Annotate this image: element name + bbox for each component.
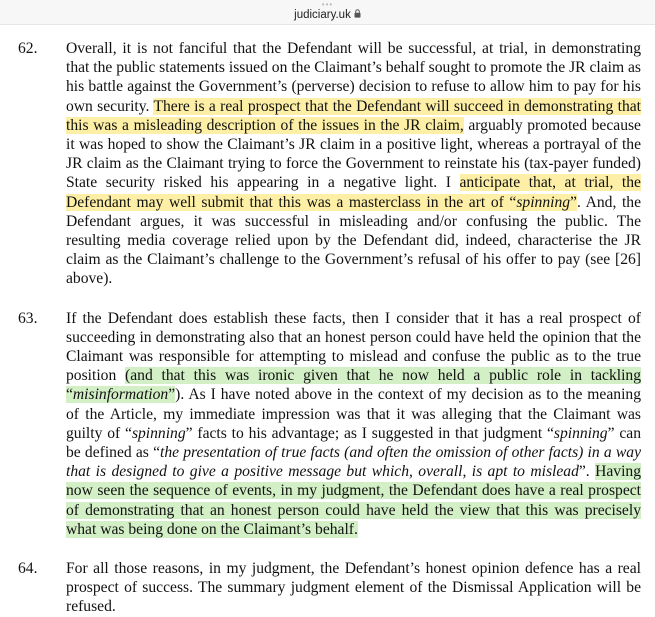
paragraph-63 — [18, 309, 641, 539]
paragraph-text — [66, 559, 641, 617]
paragraph-64 — [18, 559, 641, 617]
text-segment: ”. — [578, 463, 596, 481]
highlighted-text: misinformation — [72, 386, 169, 404]
text-segment: If the Defendant does establish these facts, then I consider that it has a real prospect of succeeding in demonstrating also that an honest person could have held the opinion that the Claimant was responsible for attempting to mislead and confuse the public as to the true position — [66, 309, 641, 385]
paragraph-number: 62. — [18, 40, 38, 57]
highlighted-text: There is a real prospect that the Defendant will succeed in demonstrating that this was a misleading description of the issues in the JR claim, — [66, 97, 641, 134]
highlighted-text: Having now seen the sequence of events, in my judgment, the Defendant does have a real prospect of demonstrating that an honest person could have held the view that this was precisely what was being done on the Claimant’s behalf. — [66, 463, 642, 538]
lock-icon — [354, 9, 361, 22]
paragraph-number: 64. — [18, 560, 38, 578]
judgment-document — [0, 25, 655, 617]
text-segment: arguably promoted because it was hoped to show the Claimant’s JR claim in a positive light, whereas a portrayal of the JR claim as the Claimant trying to force the Government to reinstate his (tax-payer funded) State security risked his appearing in a negative light. I — [66, 116, 641, 192]
paragraph-62 — [18, 39, 641, 289]
highlighted-text: anticipate that, at trial, the Defendant may well submit that this was a masterclass in the art of “ — [66, 174, 641, 211]
tab-overview-dots[interactable]: ••• — [321, 0, 334, 9]
text-segment: Overall, it is not fanciful that the Defendant will be successful, at trial, in demonstrating that the public statements issued on the Claimant’s behalf sought to promote the JR claim as his battle against the Government’s (perverse) decision to refuse to allow him to pay for his own security. — [66, 40, 641, 115]
highlighted-text: (and that this was ironic given that he now held a public role in tackling “ — [66, 367, 641, 404]
text-segment: ” can be defined as “ — [66, 424, 641, 462]
highlighted-text: spinning — [516, 193, 571, 211]
paragraph-text — [66, 309, 641, 539]
text-segment: ” facts to his advantage; as I suggested in that judgment “ — [185, 424, 554, 442]
highlighted-text: ” — [168, 386, 176, 404]
text-segment: ). As I have noted above in the context of my decision as to the meaning of the Article, my immediate impression was that it was alleging that the Claimant was guilty of “ — [66, 386, 641, 442]
address-domain[interactable] — [0, 9, 655, 22]
text-segment: For all those reasons, in my judgment, the Defendant’s honest opinion defence has a real prospect of success. The summary judgment element of the Dismissal Application will be refused. — [66, 560, 641, 616]
paragraph-number: 63. — [18, 309, 38, 327]
text-segment: the presentation of true facts (and often the omission of other facts) in a way that is designed to give a positive message but which, overall, is apt to mislead — [66, 444, 641, 481]
browser-address-bar[interactable] — [0, 0, 655, 25]
highlighted-text: ” — [570, 193, 577, 211]
text-segment: . And, the Defendant argues, it was successful in misleading and/or confusing the public. The resulting media coverage relied upon by the Defendant did, indeed, characterise the JR claim as the Claimant’s challenge to the Government’s refusal of his offer to pay (see [26] above). — [66, 193, 641, 288]
text-segment: spinning — [131, 424, 186, 442]
text-segment: spinning — [553, 424, 608, 442]
domain-text: judiciary.uk — [294, 9, 351, 21]
paragraph-text — [66, 39, 641, 289]
